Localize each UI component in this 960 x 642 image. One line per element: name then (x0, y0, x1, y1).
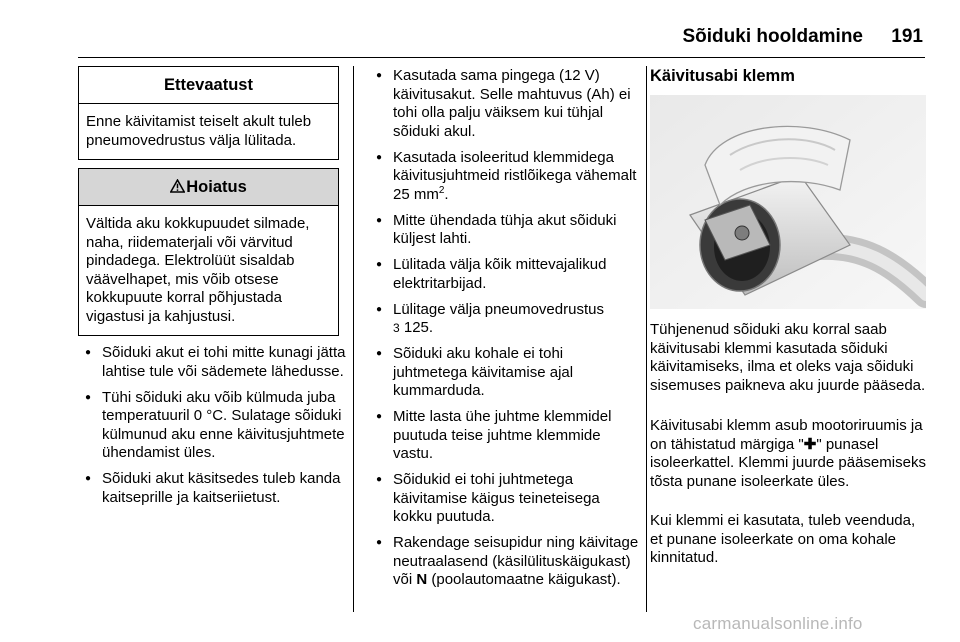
superscript: 2 (438, 184, 445, 196)
list-item-text: Rakendage seisupidur ning käivitage neutraalasend (käsilülituskäigukast) või (393, 534, 639, 588)
list-item (373, 301, 641, 338)
watermark: carmanualsonline.info (693, 614, 863, 633)
plus-symbol-icon: ✚ (803, 435, 817, 453)
running-header: Sõiduki hooldamine (682, 26, 863, 47)
caution-box-text: Enne käivitamist teiselt akult tuleb pneumovedrustus välja lülitada. (86, 113, 312, 149)
list-item: ● Lülitada välja kõik mittevajalikud elektritarbijad. (373, 256, 641, 293)
page-number: 191 (891, 26, 923, 47)
warning-triangle-icon (170, 179, 185, 193)
caution-box-title: Ettevaatust (79, 67, 338, 104)
list-item: ● Kasutada sama pingega (12 V) käivitusakut. Selle mahtuvus (Ah) ei tohi olla palju väiksem kui tühjal sõiduki akul. (373, 67, 641, 141)
list-item (373, 149, 641, 205)
list-item-text: Lülitage välja pneumovedrustus (393, 300, 604, 318)
list-item: ● Sõiduki akut käsitsedes tuleb kanda kaitseprille ja kaitseriietust. (82, 470, 350, 507)
header-rule (78, 57, 925, 58)
list-item: ● Sõiduki akut ei tohi mitte kunagi jätta lahtise tule või sädemete lähedusse. (82, 344, 350, 381)
col1-bullet-list (82, 344, 350, 515)
list-item: ● Mitte ühendada tühja akut sõiduki küljest lahti. (373, 212, 641, 249)
warning-box-text: Vältida aku kokkupuudet silmade, naha, riidematerjali või värvitud pindadega. Elektrolüüt sisaldab väävelhapet, mis võib otsese kokkupuute korral põhjustada vigastusi ja kahjustusi. (86, 215, 310, 325)
paragraph-2-end: " punasel isoleerkattel. Klemmi juurde pääsemiseks tõsta punane isoleerkate üles. (650, 435, 926, 490)
paragraph-2-start: Käivitusabi klemm asub mootoriruumis ja on tähistatud märgiga " (650, 417, 923, 453)
list-item: ● Sõiduki aku kohale ei tohi juhtmetega käivitamise ajal kummarduda. (373, 345, 641, 401)
list-item (373, 534, 641, 590)
paragraph-2 (650, 417, 930, 491)
paragraph-3: Kui klemmi ei kasutata, tuleb veenduda, et punane isoleerkate on oma kohale kinnitatud. (650, 512, 916, 566)
gear-letter: N (416, 571, 428, 588)
list-item: ● Tühi sõiduki aku võib külmuda juba temperatuuril 0 °C. Sulatage sõiduki külmunud aku enne käivitusjuhtmete ühendamist üles. (82, 389, 350, 463)
list-item: ● Sõidukid ei tohi juhtmetega käivitamise käigus teineteisega kokku puutuda. (373, 471, 641, 527)
page-ref-arrow-icon: 3 (393, 321, 400, 335)
list-item: ● Mitte lasta ühe juhtme klemmidel puutuda teise juhtme klemmide vastu. (373, 408, 641, 464)
paragraph-1: Tühjenenud sõiduki aku korral saab käivitusabi klemmi kasutada sõiduki käivitamiseks, ilma et oleks vaja sõiduki sisemuses paikneva aku juurde pääseda. (650, 321, 926, 394)
list-item-end: (poolautomaatne käigukast). (427, 571, 621, 588)
caution-box (78, 66, 339, 160)
column-divider-left (353, 66, 354, 612)
jump-start-terminal-illustration (650, 95, 926, 309)
warning-box-title: Hoiatus (186, 178, 247, 196)
warning-box-header (79, 169, 338, 206)
list-item-text: Kasutada isoleeritud klemmidega käivitusjuhtmeid ristlõikega vähemalt 25 mm (393, 148, 637, 203)
page-ref: 125. (399, 319, 434, 336)
section-title: Käivitusabi klemm (650, 67, 795, 85)
col2-bullet-list (373, 67, 641, 597)
list-item-end: . (444, 185, 449, 203)
column-divider-right (646, 66, 647, 612)
warning-box (78, 168, 339, 336)
